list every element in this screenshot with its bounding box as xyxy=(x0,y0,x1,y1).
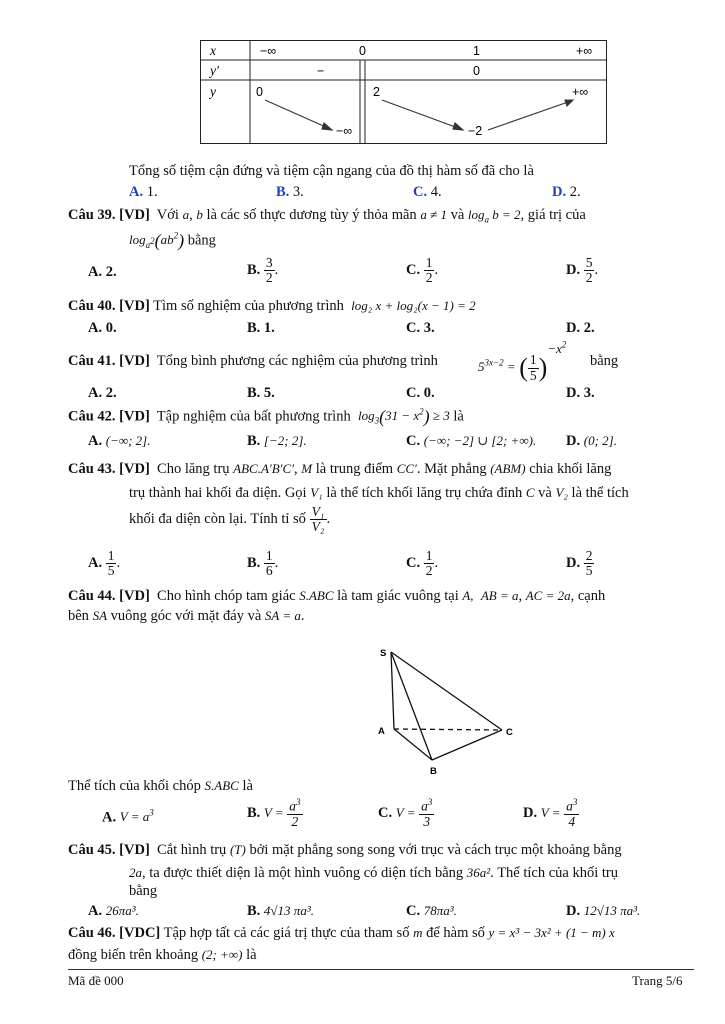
q38-text: Tổng số tiệm cận đứng và tiệm cận ngang của đồ thị hàm số đã cho là xyxy=(129,163,534,179)
q39-option-b[interactable]: B. $\frac{3}{2}$ . xyxy=(247,255,279,286)
q43-stem-line2: trụ thành hai khối đa diện. Gọi V₁ là thể tích khối lăng trụ chứa đỉnh C và V₂ là thể tích xyxy=(129,485,629,501)
q40-stem: Câu 40. [VD] Tìm số nghiệm của phương trình log₂ x + log₂(x − 1) = 2 xyxy=(68,298,476,314)
q41-option-b[interactable]: B. 5. xyxy=(247,385,275,401)
vertex-label: B xyxy=(430,766,437,777)
q44-option-b[interactable]: B. V = $\frac{a^3}{2}$ xyxy=(247,797,301,829)
q43-option-d[interactable]: D. $\frac{2}{5}$ xyxy=(566,548,593,579)
q42-stem: Câu 42. [VD] Tập nghiệm của bất phương trình $\log_3(31 - x^2) \ge 3$ là xyxy=(68,407,464,427)
q42-option-d[interactable]: D. (0; 2]. xyxy=(566,433,617,449)
y-val: 2 xyxy=(373,85,380,99)
x-val: −∞ xyxy=(260,44,277,58)
q44-question: Thể tích của khối chóp S.ABC là xyxy=(68,778,253,794)
q38-option-d[interactable]: D. 2. xyxy=(552,184,581,200)
footer-page: Trang 5/6 xyxy=(632,973,683,988)
q41-stem: Câu 41. [VD] Tổng bình phương các nghiệm của phương trình xyxy=(68,353,438,369)
footer-code: Mã đề 000 xyxy=(68,973,124,988)
y-val: +∞ xyxy=(572,85,589,99)
q44-stem-line1: Câu 44. [VD] Cho hình chóp tam giác S.ABC là tam giác vuông tại A, AB = a, AC = 2a, cạnh xyxy=(68,588,606,604)
q40-option-d[interactable]: D. 2. xyxy=(566,320,595,336)
q45-option-b[interactable]: B. 4√13 πa³. xyxy=(247,903,314,919)
q40-option-b[interactable]: B. 1. xyxy=(247,320,275,336)
x-val: 0 xyxy=(359,44,366,58)
q39-stem-line2: $\log_{a^2}(ab^2)$ bằng xyxy=(129,231,216,251)
pyramid-figure xyxy=(372,642,532,782)
q42-option-a[interactable]: A. (−∞; 2]. xyxy=(88,433,151,449)
q44-option-c[interactable]: C. V = $\frac{a^3}{3}$ xyxy=(378,797,433,829)
q45-option-d[interactable]: D. 12√13 πa³. xyxy=(566,903,641,919)
q38-option-c[interactable]: C. 4. xyxy=(413,184,442,200)
q43-stem-line1: Câu 43. [VD] Cho lăng trụ ABC.A′B′C′, M là trung điểm CC′. Mặt phẳng (ABM) chia khối lăng xyxy=(68,461,612,477)
q46-stem-line1: Câu 46. [VDC] Tập hợp tất cả các giá trị thực của tham số m để hàm số y = x³ − 3x² + (1 − m) x xyxy=(68,925,615,941)
y-val: 0 xyxy=(256,85,263,99)
x-val: +∞ xyxy=(576,44,593,58)
vertex-label: A xyxy=(378,726,385,737)
q41-equation: $5^{3x-2}$ = ( $\frac{1}{5}$ )$^{-x^2}$ xyxy=(478,340,567,383)
footer-divider xyxy=(68,969,694,970)
vertex-label: C xyxy=(506,727,513,738)
variation-table xyxy=(200,40,607,144)
q38-option-b[interactable]: B. 3. xyxy=(276,184,304,200)
q39-stem-line1: Câu 39. [VD] Với a, b là các số thực dương tùy ý thỏa mãn a ≠ 1 và $\log_a b = 2$, giá trị của xyxy=(68,207,586,225)
q41-option-c[interactable]: C. 0. xyxy=(406,385,435,401)
q41-option-d[interactable]: D. 3. xyxy=(566,385,595,401)
q46-stem-line2: đồng biến trên khoảng (2; +∞) là xyxy=(68,947,257,963)
q39-option-a[interactable]: A. 2. xyxy=(88,264,117,280)
q40-option-a[interactable]: A. 0. xyxy=(88,320,117,336)
q43-option-a[interactable]: A. $\frac{1}{5}$ . xyxy=(88,548,121,579)
row-label-y: y xyxy=(210,84,216,99)
variation-arrows xyxy=(265,100,573,130)
q41-option-a[interactable]: A. 2. xyxy=(88,385,117,401)
vertex-label: S xyxy=(380,648,387,659)
q45-option-a[interactable]: A. 26πa³. xyxy=(88,903,139,919)
q42-option-b[interactable]: B. [−2; 2]. xyxy=(247,433,307,449)
q43-option-c[interactable]: C. $\frac{1}{2}$ . xyxy=(406,548,439,579)
q39-option-d[interactable]: D. $\frac{5}{2}$ . xyxy=(566,255,599,286)
row-label-x: x xyxy=(210,43,216,58)
yprime-sign: − xyxy=(317,64,325,78)
q44-stem-line2: bên SA vuông góc với mặt đáy và SA = a. xyxy=(68,608,305,624)
row-label-yprime: y′ xyxy=(210,63,219,78)
q45-stem-line2: 2a, ta được thiết diện là một hình vuông có diện tích bằng 36a². Thể tích của khối trụ xyxy=(129,865,618,881)
yprime-zero: 0 xyxy=(473,64,480,78)
q43-option-b[interactable]: B. $\frac{1}{6}$ . xyxy=(247,548,279,579)
q40-option-c[interactable]: C. 3. xyxy=(406,320,435,336)
x-val: 1 xyxy=(473,44,480,58)
q45-option-c[interactable]: C. 78πa³. xyxy=(406,903,457,919)
q43-stem-line3: khối đa diện còn lại. Tính tỉ số $\frac{\text{V₁}}{\text{V₂}}$ . xyxy=(129,504,331,535)
y-val: −2 xyxy=(468,124,483,138)
q45-stem-line3: bằng xyxy=(129,883,158,899)
q45-stem-line1: Câu 45. [VD] Cắt hình trụ (T) bởi mặt phẳng song song với trục và cách trục một khoảng bằng xyxy=(68,842,622,858)
q44-option-d[interactable]: D. V = $\frac{a^3}{4}$ xyxy=(523,797,578,829)
y-val: −∞ xyxy=(336,124,353,138)
q39-option-c[interactable]: C. $\frac{1}{2}$ . xyxy=(406,255,439,286)
q38-option-a[interactable]: A. 1. xyxy=(129,184,158,200)
q42-option-c[interactable]: C. (−∞; −2] ∪ [2; +∞). xyxy=(406,433,537,449)
q41-stem-end: bằng xyxy=(590,353,619,369)
q44-option-a[interactable]: A. $V = a^3$ xyxy=(102,808,154,826)
